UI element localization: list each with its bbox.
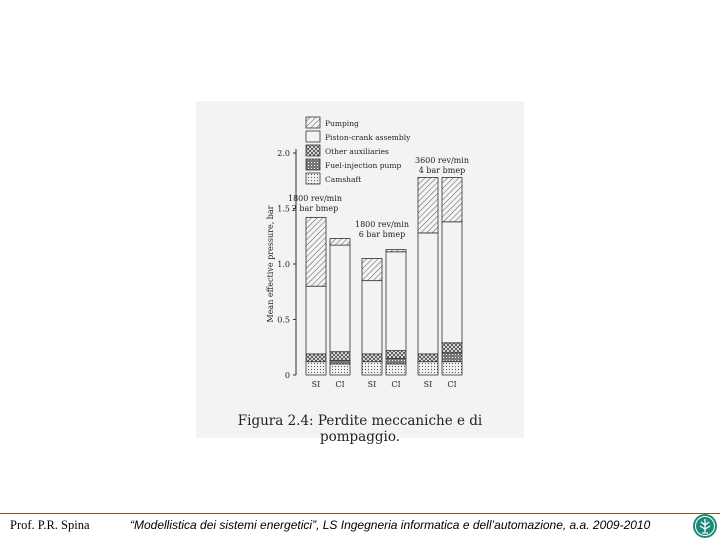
- legend-label: Piston-crank assembly: [325, 133, 411, 142]
- footer-course-title: “Modellistica dei sistemi energetici”, LS Ingegneria informatica e dell’automazione, a.a. 2009-2010: [130, 518, 651, 532]
- bar-segment: [330, 364, 350, 375]
- group-label-line1: 3600 rev/min: [415, 156, 469, 165]
- group-label-line2: 2 bar bmep: [291, 204, 339, 213]
- bar-segment: [442, 343, 462, 353]
- bar-segment: [330, 361, 350, 364]
- bar-segment: [306, 217, 326, 286]
- bar-segment: [442, 222, 462, 343]
- bar-segment: [330, 238, 350, 245]
- bar-segment: [330, 245, 350, 352]
- y-axis-label: Mean effective pressure, bar: [266, 205, 275, 323]
- bar-segment: [442, 353, 462, 362]
- y-tick-label: 2.0: [277, 149, 290, 158]
- university-seal-icon: [692, 513, 718, 539]
- bar-segment: [386, 250, 406, 252]
- figure-panel: [196, 101, 524, 445]
- legend-swatch: [306, 145, 320, 156]
- group-label-line2: 4 bar bmep: [418, 166, 466, 175]
- bar-segment: [418, 177, 438, 233]
- bar-segment: [330, 352, 350, 361]
- bar-segment: [306, 286, 326, 354]
- legend-swatch: [306, 173, 320, 184]
- legend-label: Other auxiliaries: [325, 147, 389, 156]
- bar-segment: [306, 354, 326, 362]
- bar-segment: [386, 358, 406, 364]
- x-category-label: CI: [391, 380, 401, 389]
- footer-author: Prof. P.R. Spina: [10, 518, 90, 532]
- y-tick-label: 0.5: [277, 315, 290, 325]
- x-category-label: SI: [367, 380, 377, 389]
- x-category-label: SI: [311, 380, 321, 389]
- legend-swatch: [306, 159, 320, 170]
- bar-segment: [418, 354, 438, 362]
- x-category-label: CI: [335, 380, 345, 389]
- mechanical-losses-chart: [196, 101, 524, 411]
- group-label-line2: 6 bar bmep: [358, 230, 406, 239]
- bar-segment: [362, 362, 382, 375]
- bar-segment: [418, 233, 438, 354]
- bar-segment: [418, 362, 438, 375]
- legend-label: Pumping: [325, 119, 359, 128]
- bar-segment: [362, 354, 382, 362]
- bar-segment: [362, 258, 382, 280]
- bar-segment: [386, 252, 406, 351]
- legend-label: Camshaft: [325, 175, 362, 184]
- legend-label: Fuel-injection pump: [325, 161, 402, 170]
- bar-segment: [386, 351, 406, 359]
- legend-swatch: [306, 131, 320, 142]
- bar-segment: [362, 281, 382, 354]
- bar-segment: [306, 362, 326, 375]
- figure-caption: Figura 2.4: Perdite meccaniche e di pompaggio.: [237, 413, 483, 445]
- y-tick-label: 1.0: [277, 260, 290, 269]
- x-category-label: CI: [447, 380, 457, 389]
- y-tick-label: 0: [284, 371, 290, 380]
- footer-divider: [0, 513, 720, 514]
- bar-segment: [442, 177, 462, 221]
- group-label-line1: 1800 rev/min: [288, 194, 342, 203]
- x-category-label: SI: [423, 380, 433, 389]
- y-tick-label: 1.5: [277, 204, 290, 214]
- legend-swatch: [306, 117, 320, 128]
- bar-segment: [442, 362, 462, 375]
- group-label-line1: 1800 rev/min: [355, 220, 409, 229]
- bar-segment: [386, 364, 406, 375]
